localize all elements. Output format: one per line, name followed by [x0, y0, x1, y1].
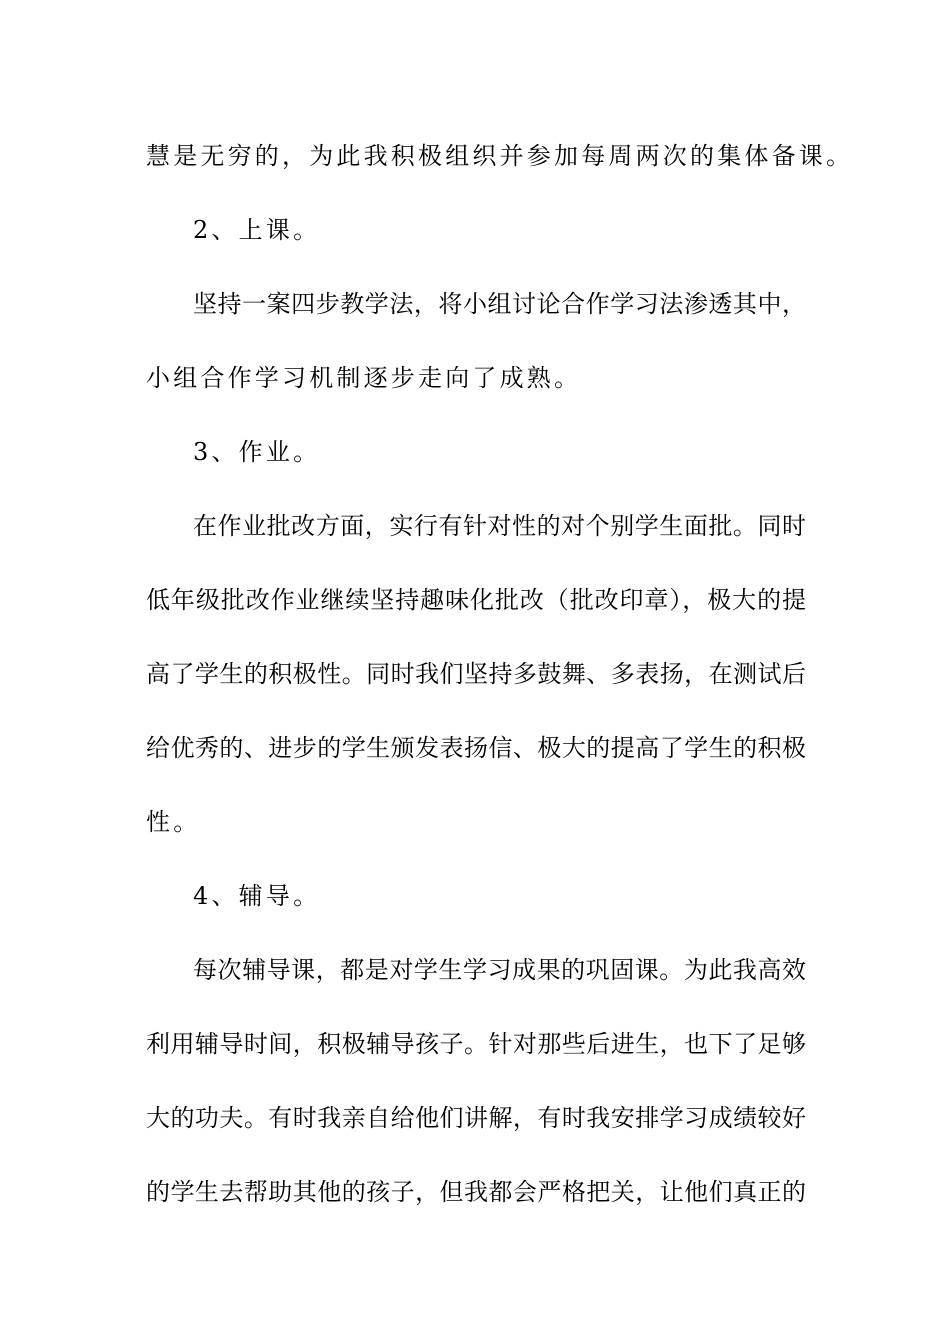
paragraph-line: 利用辅导时间，积极辅导孩子。针对那些后进生，也下了足够 — [146, 1030, 806, 1058]
paragraph-line: 的学生去帮助其他的孩子，但我都会严格把关，让他们真正的 — [146, 1178, 806, 1206]
section-heading-homework: 3、作业。 — [193, 438, 321, 466]
paragraph-line: 大的功夫。有时我亲自给他们讲解，有时我安排学习成绩较好 — [146, 1104, 806, 1132]
paragraph-line: 低年级批改作业继续坚持趣味化批改（批改印章），极大的提 — [146, 586, 806, 614]
paragraph-line: 给优秀的、进步的学生颁发表扬信、极大的提高了学生的积极 — [146, 734, 806, 762]
paragraph-line: 每次辅导课，都是对学生学习成果的巩固课。为此我高效 — [193, 956, 806, 984]
paragraph-line: 性。 — [146, 808, 201, 836]
paragraph-line: 坚持一案四步教学法，将小组讨论合作学习法渗透其中， — [193, 290, 806, 318]
paragraph-line: 高了学生的积极性。同时我们坚持多鼓舞、多表扬，在测试后 — [146, 660, 806, 688]
section-heading-class: 2、上课。 — [193, 216, 321, 244]
paragraph-line: 在作业批改方面，实行有针对性的对个别学生面批。同时 — [193, 512, 806, 540]
paragraph-line: 小组合作学习机制逐步走向了成熟。 — [146, 364, 582, 392]
section-heading-tutoring: 4、辅导。 — [193, 882, 321, 910]
paragraph-line: 慧是无穷的，为此我积极组织并参加每周两次的集体备课。 — [146, 142, 854, 170]
